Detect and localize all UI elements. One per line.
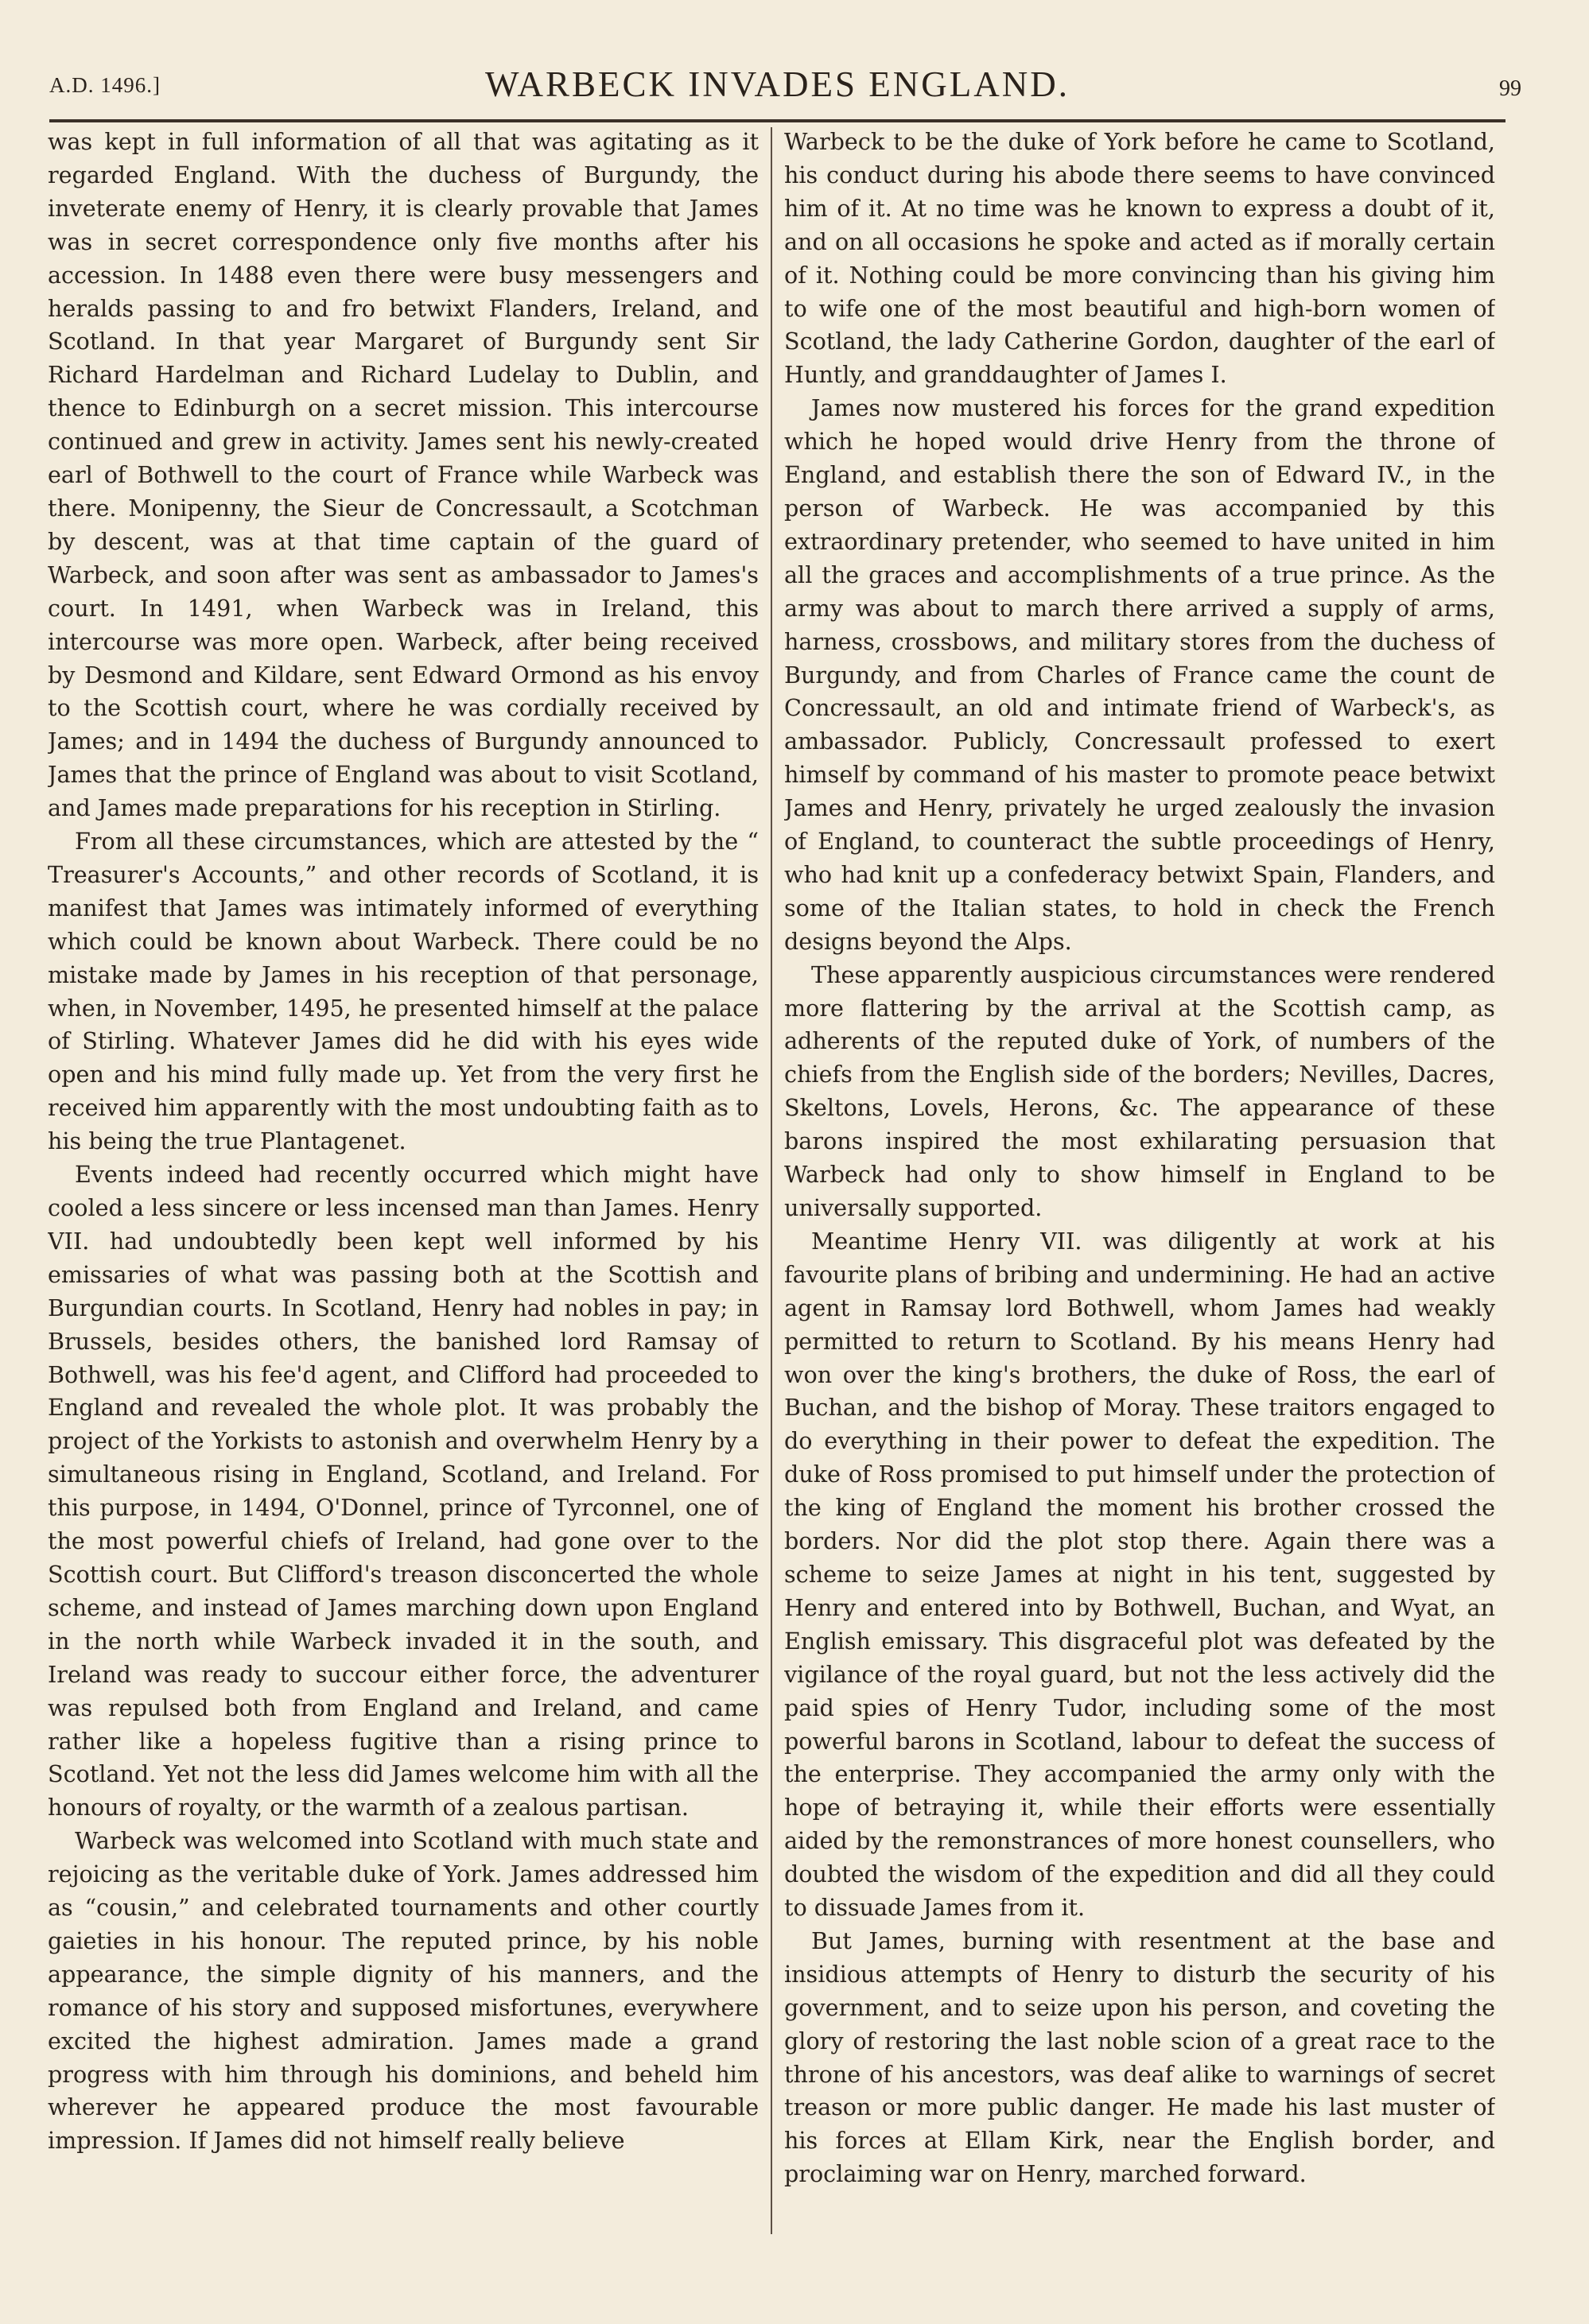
column-divider [771,127,772,2234]
right-column [784,126,1495,2292]
year-heading: A.D. 1496.] [49,73,161,97]
header-rule [49,119,1505,122]
paragraph: But James, burning with resentment at the base and insidious attempts of Henry to disturb the security of his government, and to seize upon his person, and coveting the glory of restoring the last noble scion of a great race to the throne of his ancestors, was deaf alike to warnings of secret treason or more public danger. He made his last muster of his forces at Ellam Kirk, near the English border, and proclaiming war on Henry, marched forward. [784,1926,1495,2188]
page-title: WARBECK INVADES ENGLAND. [485,64,1070,104]
paragraph: From all these circumstances, which are attested by the “ Treasurer's Accounts,” and other records of Scotland, it is manifest that James was intimately informed of everything which could be known about Warbeck. There could be no mistake made by James in his reception of that personage, when, in November, 1495, he presented himself at the palace of Stirling. Whatever James did he did with his eyes wide open and his mind fully made up. Yet from the very first he received him apparently with the most undoubting faith as to his being the true Plantagenet. [48,828,759,1155]
paragraph: Warbeck was welcomed into Scotland with much state and rejoicing as the veritable duke of York. James addressed him as “cousin,” and celebrated tournaments and other courtly gaieties in his honour. The reputed prince, by his noble appearance, the simple dignity of his manners, and the romance of his story and supposed misfortunes, everywhere excited the highest admiration. James made a grand progress with him through his dominions, and beheld him wherever he appeared produce the most favourable impression. If James did not himself really believe [48,1827,759,2155]
paragraph: was kept in full information of all that was agitating as it regarded England. With the duchess of Burgundy, the inveterate enemy of Henry, it is clearly provable that James was in secret correspondence only five months after his accession. In 1488 even there were busy messengers and heralds passing to and fro betwixt Flanders, Ireland, and Scotland. In that year Margaret of Burgundy sent Sir Richard Hardelman and Richard Ludelay to Dublin, and thence to Edinburgh on a secret mission. This intercourse continued and grew in activity. James sent his newly-created earl of Bothwell to the court of France while Warbeck was there. Monipenny, the Sieur de Concressault, a Scotchman by descent, was at that time captain of the guard of Warbeck, and soon after was sent as ambassador to James's court. In 1491, when Warbeck was in Ireland, this intercourse was more open. Warbeck, after being received by Desmond and Kildare, sent Edward Ormond as his envoy to the Scottish court, where he was cordially received by James; and in 1494 the duchess of Burgundy announced to James that the prince of England was about to visit Scotland, and James made preparations for his reception in Stirling. [48,128,759,822]
paragraph: These apparently auspicious circumstances were rendered more flattering by the arrival at the Scottish camp, as adherents of the reputed duke of York, of numbers of the chiefs from the English side of the borders; Nevilles, Dacres, Skeltons, Lovels, Herons, &c. The appearance of these barons inspired the most exhilarating persuasion that Warbeck had only to show himself in England to be universally supported. [784,960,1495,1221]
left-column [48,126,759,2292]
paragraph: Events indeed had recently occurred which might have cooled a less sincere or less incensed man than James. Henry VII. had undoubtedly been kept well informed by his emissaries of what was passing both at the Scottish and Burgundian courts. In Scotland, Henry had nobles in pay; in Brussels, besides others, the banished lord Ramsay of Bothwell, was his fee'd agent, and Clifford had proceeded to England and revealed the whole plot. It was probably the project of the Yorkists to astonish and overwhelm Henry by a simultaneous rising in England, Scotland, and Ireland. For this purpose, in 1494, O'Donnel, prince of Tyrconnel, one of the most powerful chiefs of Ireland, had gone over to the Scottish court. But Clifford's treason disconcerted the whole scheme, and instead of James marching down upon England in the north while Warbeck invaded it in the south, and Ireland was ready to succour either force, the adventurer was repulsed both from England and Ireland, and came rather like a hopeless fugitive than a rising prince to Scotland. Yet not the less did James welcome him with all the honours of royalty, or the warmth of a zealous partisan. [48,1161,759,1822]
paragraph: James now mustered his forces for the grand expedition which he hoped would drive Henry from the throne of England, and establish there the son of Edward IV., in the person of Warbeck. He was accompanied by this extraordinary pretender, who seemed to have united in him all the graces and accomplishments of a true prince. As the army was about to march there arrived a supply of arms, harness, crossbows, and military stores from the duchess of Burgundy, and from Charles of France came the count de Concressault, an old and intimate friend of Warbeck's, as ambassador. Publicly, Concressault professed to exert himself by command of his master to promote peace betwixt James and Henry, privately he urged zealously the invasion of England, to counteract the subtle proceedings of Henry, who had knit up a confederacy betwixt Spain, Flanders, and some of the Italian states, to hold in check the French designs beyond the Alps. [784,394,1495,955]
paragraph: Meantime Henry VII. was diligently at work at his favourite plans of bribing and undermining. He had an active agent in Ramsay lord Bothwell, whom James had weakly permitted to return to Scotland. By his means Henry had won over the king's brothers, the duke of Ross, the earl of Buchan, and the bishop of Moray. These traitors engaged to do everything in their power to defeat the expedition. The duke of Ross promised to put himself under the protection of the king of England the moment his brother crossed the borders. Nor did the plot stop there. Again there was a scheme to seize James at night in his tent, suggested by Henry and entered into by Bothwell, Buchan, and Wyat, an English emissary. This disgraceful plot was defeated by the vigilance of the royal guard, but not the less actively did the paid spies of Henry Tudor, including some of the most powerful barons in Scotland, labour to defeat the success of the enterprise. They accompanied the army only with the hope of betraying it, while their efforts were essentially aided by the remonstrances of more honest counsellers, who doubted the wisdom of the expedition and did all they could to dissuade James from it. [784,1227,1495,1922]
page-number: 99 [1499,76,1521,101]
paragraph: Warbeck to be the duke of York before he came to Scotland, his conduct during his abode there seems to have convinced him of it. At no time was he known to express a doubt of it, and on all occasions he spoke and acted as if morally certain of it. Nothing could be more convincing than his giving him to wife one of the most beautiful and high-born women of Scotland, the lady Catherine Gordon, daughter of the earl of Huntly, and granddaughter of James I. [784,128,1495,389]
running-head [49,62,1521,113]
